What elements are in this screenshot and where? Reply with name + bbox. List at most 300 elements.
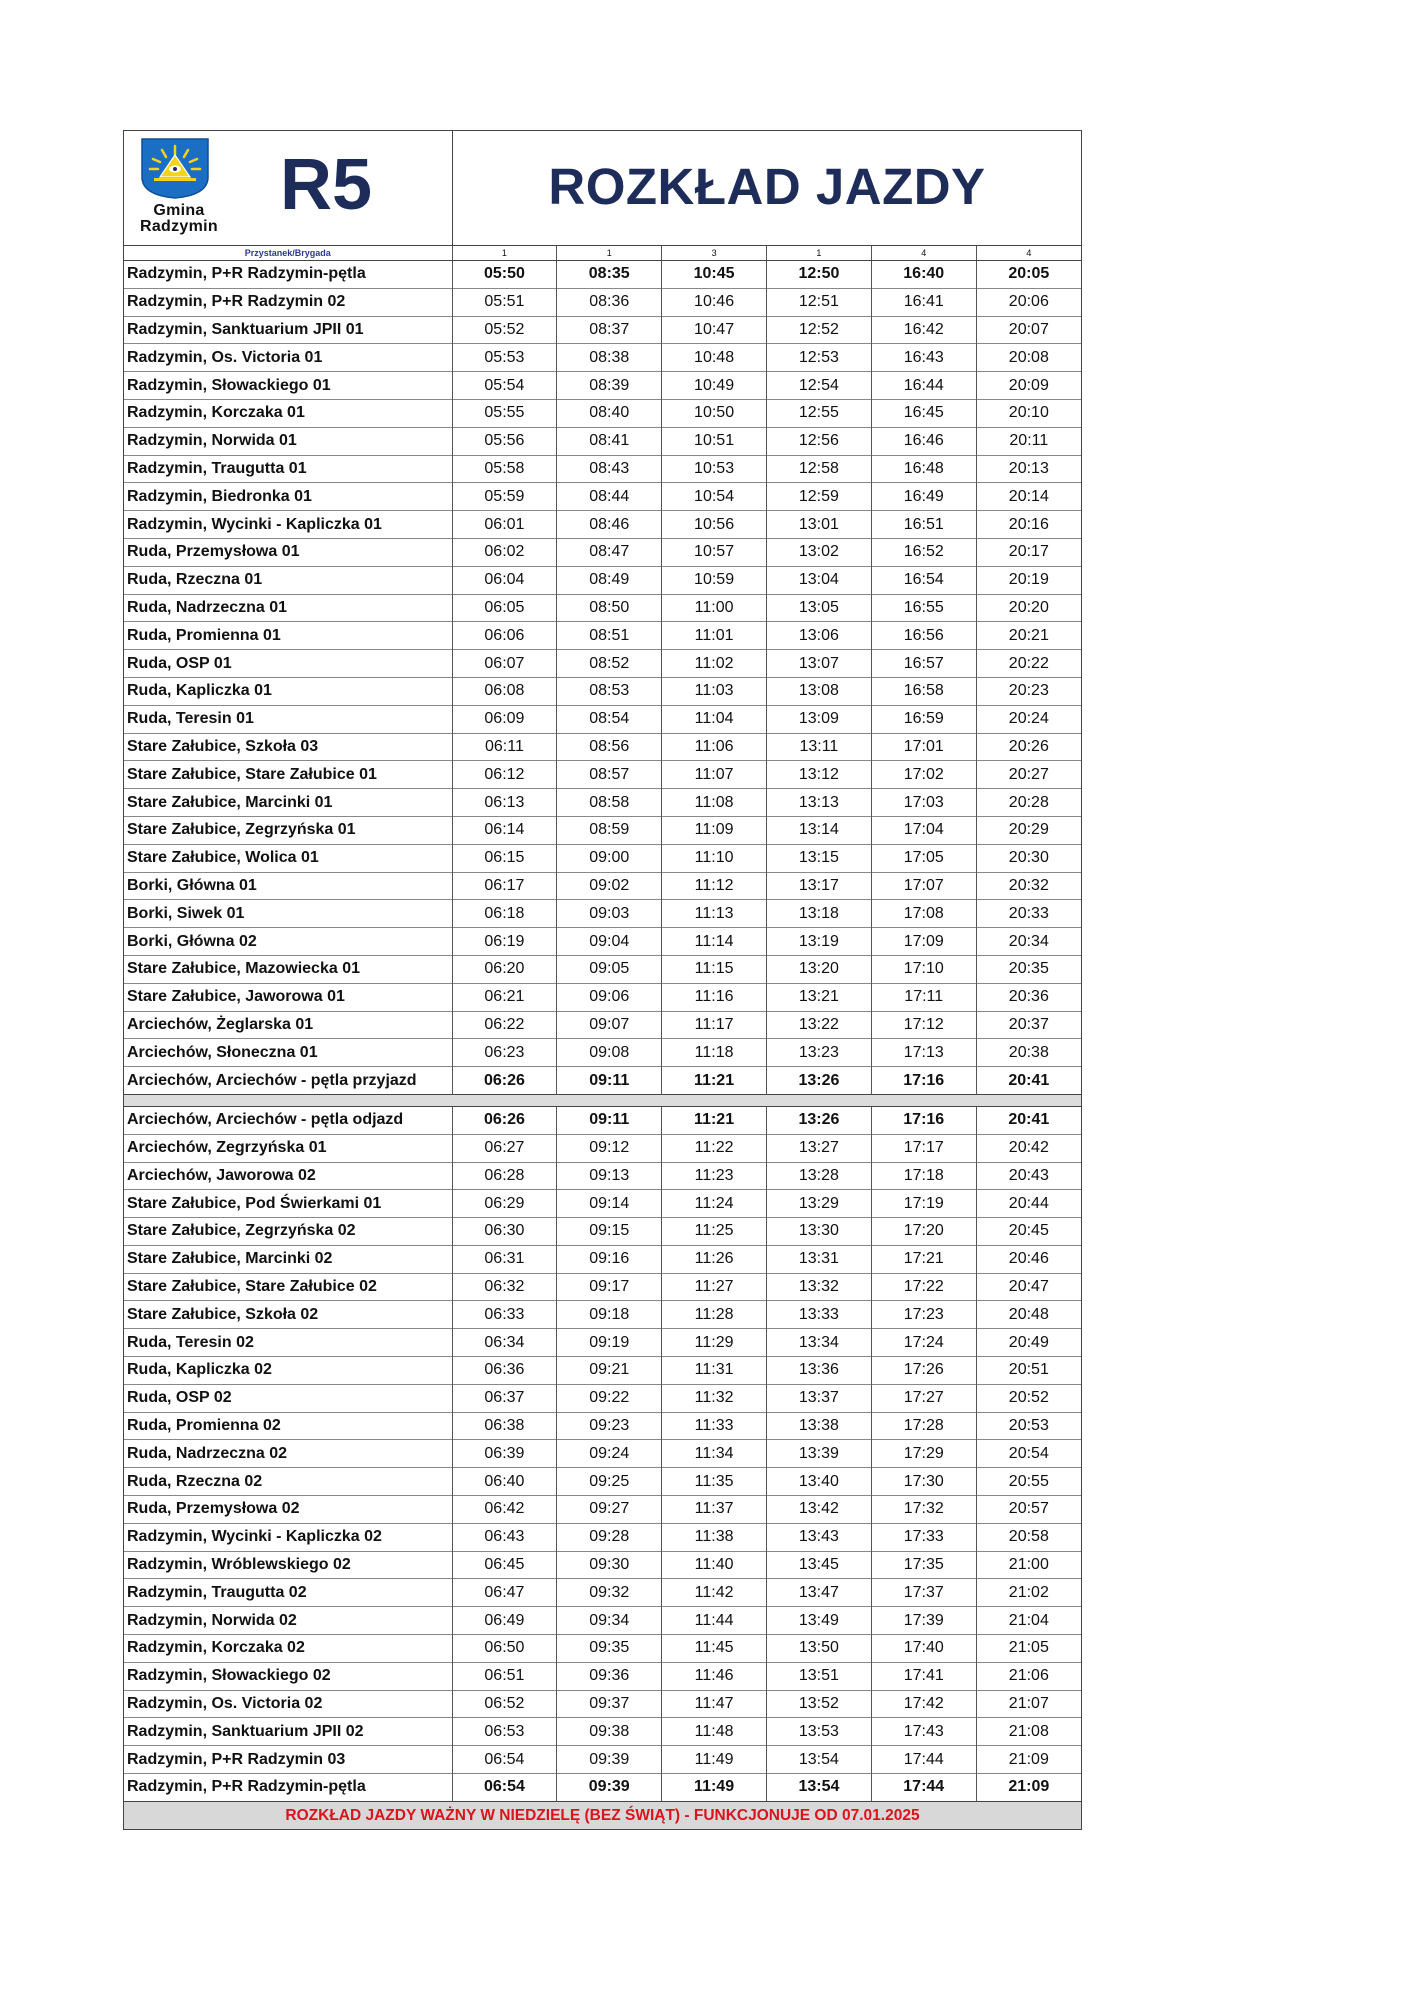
departure-time: 10:59	[662, 566, 767, 594]
stop-name: Radzymin, Korczaka 02	[124, 1635, 452, 1663]
stop-name: Stare Załubice, Marcinki 01	[124, 789, 452, 817]
timetable-sheet	[123, 130, 1082, 1830]
departure-time: 17:05	[871, 844, 976, 872]
departure-time: 16:55	[871, 594, 976, 622]
table-row	[124, 955, 1081, 983]
departure-time: 16:52	[871, 538, 976, 566]
table-row	[124, 1329, 1081, 1357]
table-row	[124, 1357, 1081, 1385]
brigade-label: Przystanek/Brygada	[124, 246, 452, 261]
departure-time: 13:54	[766, 1746, 871, 1774]
departure-time: 20:32	[976, 872, 1081, 900]
departure-time: 06:23	[452, 1039, 557, 1067]
departure-time: 10:54	[662, 483, 767, 511]
departure-time: 06:31	[452, 1245, 557, 1273]
departure-time: 20:48	[976, 1301, 1081, 1329]
departure-time: 08:46	[557, 511, 662, 539]
table-row	[124, 594, 1081, 622]
departure-time: 09:24	[557, 1440, 662, 1468]
departure-time: 20:16	[976, 511, 1081, 539]
departure-time: 06:04	[452, 566, 557, 594]
validity-note: ROZKŁAD JAZDY WAŻNY W NIEDZIELĘ (BEZ ŚWIĄT) - FUNKCJONUJE OD 07.01.2025	[124, 1801, 1081, 1829]
departure-time: 20:41	[976, 1067, 1081, 1095]
departure-time: 11:15	[662, 955, 767, 983]
departure-time: 05:54	[452, 372, 557, 400]
departure-time: 16:54	[871, 566, 976, 594]
table-row	[124, 1190, 1081, 1218]
table-row	[124, 511, 1081, 539]
departure-time: 06:17	[452, 872, 557, 900]
departure-time: 13:32	[766, 1273, 871, 1301]
departure-time: 13:37	[766, 1384, 871, 1412]
departure-time: 06:53	[452, 1718, 557, 1746]
departure-time: 11:33	[662, 1412, 767, 1440]
departure-time: 09:23	[557, 1412, 662, 1440]
departure-time: 20:27	[976, 761, 1081, 789]
departure-time: 08:53	[557, 677, 662, 705]
departure-time: 11:47	[662, 1690, 767, 1718]
departure-time: 11:23	[662, 1162, 767, 1190]
stop-name: Arciechów, Żeglarska 01	[124, 1011, 452, 1039]
table-row	[124, 928, 1081, 956]
stop-name: Ruda, Teresin 01	[124, 705, 452, 733]
table-row	[124, 1468, 1081, 1496]
departure-time: 08:57	[557, 761, 662, 789]
table-row	[124, 288, 1081, 316]
stop-name: Ruda, Nadrzeczna 01	[124, 594, 452, 622]
departure-time: 09:13	[557, 1162, 662, 1190]
departure-time: 17:43	[871, 1718, 976, 1746]
departure-time: 13:05	[766, 594, 871, 622]
brigade-cell: 1	[766, 246, 871, 261]
departure-time: 20:10	[976, 399, 1081, 427]
departure-time: 17:12	[871, 1011, 976, 1039]
departure-time: 20:36	[976, 983, 1081, 1011]
departure-time: 20:49	[976, 1329, 1081, 1357]
departure-time: 17:33	[871, 1523, 976, 1551]
departure-time: 16:49	[871, 483, 976, 511]
departure-time: 11:00	[662, 594, 767, 622]
table-row	[124, 1245, 1081, 1273]
departure-time: 06:15	[452, 844, 557, 872]
brigade-cell: 4	[871, 246, 976, 261]
departure-time: 08:52	[557, 650, 662, 678]
stop-name: Ruda, Teresin 02	[124, 1329, 452, 1357]
departure-time: 09:17	[557, 1273, 662, 1301]
departure-time: 12:56	[766, 427, 871, 455]
departure-time: 08:41	[557, 427, 662, 455]
stop-name: Radzymin, Traugutta 01	[124, 455, 452, 483]
stop-name: Radzymin, Os. Victoria 01	[124, 344, 452, 372]
departure-time: 11:21	[662, 1106, 767, 1134]
departure-time: 13:27	[766, 1134, 871, 1162]
logo-cell	[124, 131, 453, 245]
table-row	[124, 844, 1081, 872]
departure-time: 20:55	[976, 1468, 1081, 1496]
stop-name: Radzymin, Korczaka 01	[124, 399, 452, 427]
departure-time: 09:14	[557, 1190, 662, 1218]
departure-time: 17:30	[871, 1468, 976, 1496]
departure-time: 05:58	[452, 455, 557, 483]
stop-name: Stare Załubice, Szkoła 02	[124, 1301, 452, 1329]
departure-time: 17:18	[871, 1162, 976, 1190]
departure-time: 20:35	[976, 955, 1081, 983]
departure-time: 17:19	[871, 1190, 976, 1218]
departure-time: 06:02	[452, 538, 557, 566]
departure-time: 13:52	[766, 1690, 871, 1718]
departure-time: 06:28	[452, 1162, 557, 1190]
departure-time: 20:29	[976, 816, 1081, 844]
departure-time: 20:11	[976, 427, 1081, 455]
departure-time: 08:49	[557, 566, 662, 594]
table-row	[124, 1774, 1081, 1801]
departure-time: 09:15	[557, 1218, 662, 1246]
departure-time: 17:04	[871, 816, 976, 844]
departure-time: 21:08	[976, 1718, 1081, 1746]
title-cell	[453, 131, 1081, 245]
departure-time: 09:18	[557, 1301, 662, 1329]
stop-name: Stare Załubice, Zegrzyńska 01	[124, 816, 452, 844]
departure-time: 10:56	[662, 511, 767, 539]
timetable-body	[124, 246, 1081, 1801]
table-row	[124, 1412, 1081, 1440]
departure-time: 11:02	[662, 650, 767, 678]
departure-time: 09:22	[557, 1384, 662, 1412]
departure-time: 11:49	[662, 1774, 767, 1801]
departure-time: 13:14	[766, 816, 871, 844]
departure-time: 05:55	[452, 399, 557, 427]
departure-time: 10:45	[662, 261, 767, 289]
departure-time: 11:13	[662, 900, 767, 928]
stop-name: Ruda, Przemysłowa 02	[124, 1496, 452, 1524]
departure-time: 08:58	[557, 789, 662, 817]
departure-time: 13:26	[766, 1067, 871, 1095]
departure-time: 13:34	[766, 1329, 871, 1357]
stop-name: Ruda, OSP 02	[124, 1384, 452, 1412]
departure-time: 05:51	[452, 288, 557, 316]
stop-name: Radzymin, Norwida 02	[124, 1607, 452, 1635]
departure-time: 05:50	[452, 261, 557, 289]
stop-name: Stare Załubice, Wolica 01	[124, 844, 452, 872]
departure-time: 08:47	[557, 538, 662, 566]
stop-name: Radzymin, Traugutta 02	[124, 1579, 452, 1607]
departure-time: 06:09	[452, 705, 557, 733]
departure-time: 11:12	[662, 872, 767, 900]
departure-time: 09:11	[557, 1067, 662, 1095]
departure-time: 20:24	[976, 705, 1081, 733]
departure-time: 06:05	[452, 594, 557, 622]
departure-time: 17:39	[871, 1607, 976, 1635]
departure-time: 20:20	[976, 594, 1081, 622]
brigade-cell: 4	[976, 246, 1081, 261]
departure-time: 13:53	[766, 1718, 871, 1746]
departure-time: 06:47	[452, 1579, 557, 1607]
departure-time: 06:51	[452, 1662, 557, 1690]
departure-time: 09:27	[557, 1496, 662, 1524]
departure-time: 16:43	[871, 344, 976, 372]
departure-time: 09:21	[557, 1357, 662, 1385]
departure-time: 20:30	[976, 844, 1081, 872]
departure-time: 13:20	[766, 955, 871, 983]
departure-time: 20:22	[976, 650, 1081, 678]
table-row	[124, 1384, 1081, 1412]
departure-time: 13:22	[766, 1011, 871, 1039]
departure-time: 13:43	[766, 1523, 871, 1551]
departure-time: 11:16	[662, 983, 767, 1011]
stop-name: Radzymin, Norwida 01	[124, 427, 452, 455]
stop-name: Borki, Główna 01	[124, 872, 452, 900]
departure-time: 20:38	[976, 1039, 1081, 1067]
departure-time: 06:26	[452, 1067, 557, 1095]
stop-name: Radzymin, Biedronka 01	[124, 483, 452, 511]
departure-time: 13:30	[766, 1218, 871, 1246]
stop-name: Borki, Siwek 01	[124, 900, 452, 928]
departure-time: 11:49	[662, 1746, 767, 1774]
stop-name: Ruda, Przemysłowa 01	[124, 538, 452, 566]
departure-time: 17:32	[871, 1496, 976, 1524]
departure-time: 08:59	[557, 816, 662, 844]
departure-time: 06:29	[452, 1190, 557, 1218]
departure-time: 21:06	[976, 1662, 1081, 1690]
departure-time: 16:57	[871, 650, 976, 678]
table-row	[124, 1579, 1081, 1607]
departure-time: 11:22	[662, 1134, 767, 1162]
departure-time: 10:57	[662, 538, 767, 566]
departure-time: 13:06	[766, 622, 871, 650]
departure-time: 11:04	[662, 705, 767, 733]
departure-time: 12:54	[766, 372, 871, 400]
departure-time: 20:06	[976, 288, 1081, 316]
departure-time: 20:19	[976, 566, 1081, 594]
table-row	[124, 261, 1081, 289]
departure-time: 11:28	[662, 1301, 767, 1329]
departure-time: 17:28	[871, 1412, 976, 1440]
departure-time: 09:30	[557, 1551, 662, 1579]
stop-name: Stare Załubice, Marcinki 02	[124, 1245, 452, 1273]
departure-time: 16:45	[871, 399, 976, 427]
departure-time: 11:26	[662, 1245, 767, 1273]
stop-name: Stare Załubice, Jaworowa 01	[124, 983, 452, 1011]
departure-time: 13:09	[766, 705, 871, 733]
departure-time: 11:14	[662, 928, 767, 956]
departure-time: 09:32	[557, 1579, 662, 1607]
departure-time: 06:42	[452, 1496, 557, 1524]
departure-time: 06:27	[452, 1134, 557, 1162]
table-row	[124, 983, 1081, 1011]
table-row	[124, 455, 1081, 483]
departure-time: 11:37	[662, 1496, 767, 1524]
departure-time: 13:15	[766, 844, 871, 872]
logo-text-gmina: Gmina	[153, 202, 205, 219]
departure-time: 16:51	[871, 511, 976, 539]
departure-time: 20:37	[976, 1011, 1081, 1039]
departure-time: 08:35	[557, 261, 662, 289]
departure-time: 17:09	[871, 928, 976, 956]
departure-time: 21:02	[976, 1579, 1081, 1607]
departure-time: 20:45	[976, 1218, 1081, 1246]
departure-time: 06:43	[452, 1523, 557, 1551]
brigade-cell: 3	[662, 246, 767, 261]
stop-name: Stare Załubice, Mazowiecka 01	[124, 955, 452, 983]
departure-time: 17:17	[871, 1134, 976, 1162]
departure-time: 16:42	[871, 316, 976, 344]
departure-time: 06:50	[452, 1635, 557, 1663]
departure-time: 11:01	[662, 622, 767, 650]
departure-time: 08:54	[557, 705, 662, 733]
section-divider-cell	[124, 1094, 1081, 1106]
departure-time: 17:23	[871, 1301, 976, 1329]
stop-name: Ruda, Rzeczna 01	[124, 566, 452, 594]
departure-time: 06:34	[452, 1329, 557, 1357]
departure-time: 20:51	[976, 1357, 1081, 1385]
departure-time: 12:52	[766, 316, 871, 344]
table-row	[124, 1301, 1081, 1329]
departure-time: 20:17	[976, 538, 1081, 566]
departure-time: 20:53	[976, 1412, 1081, 1440]
stop-name: Arciechów, Jaworowa 02	[124, 1162, 452, 1190]
departure-time: 09:11	[557, 1106, 662, 1134]
departure-time: 17:41	[871, 1662, 976, 1690]
departure-time: 08:51	[557, 622, 662, 650]
departure-time: 16:59	[871, 705, 976, 733]
departure-time: 20:52	[976, 1384, 1081, 1412]
departure-time: 10:50	[662, 399, 767, 427]
departure-time: 11:45	[662, 1635, 767, 1663]
departure-time: 17:08	[871, 900, 976, 928]
departure-time: 11:18	[662, 1039, 767, 1067]
table-row	[124, 789, 1081, 817]
logo-text-radzymin: Radzymin	[140, 218, 218, 235]
departure-time: 09:25	[557, 1468, 662, 1496]
table-row	[124, 1039, 1081, 1067]
departure-time: 11:42	[662, 1579, 767, 1607]
table-row	[124, 872, 1081, 900]
departure-time: 09:00	[557, 844, 662, 872]
departure-time: 13:47	[766, 1579, 871, 1607]
departure-time: 17:16	[871, 1106, 976, 1134]
departure-time: 20:13	[976, 455, 1081, 483]
departure-time: 13:51	[766, 1662, 871, 1690]
departure-time: 17:22	[871, 1273, 976, 1301]
departure-time: 20:08	[976, 344, 1081, 372]
stop-name: Ruda, Kapliczka 01	[124, 677, 452, 705]
table-row	[124, 399, 1081, 427]
table-row	[124, 705, 1081, 733]
table-row	[124, 1134, 1081, 1162]
departure-time: 09:28	[557, 1523, 662, 1551]
departure-time: 08:37	[557, 316, 662, 344]
departure-time: 08:38	[557, 344, 662, 372]
table-row	[124, 1746, 1081, 1774]
departure-time: 11:40	[662, 1551, 767, 1579]
table-row	[124, 1551, 1081, 1579]
departure-time: 11:24	[662, 1190, 767, 1218]
table-row	[124, 816, 1081, 844]
departure-time: 09:03	[557, 900, 662, 928]
departure-time: 11:31	[662, 1357, 767, 1385]
departure-time: 13:36	[766, 1357, 871, 1385]
departure-time: 13:21	[766, 983, 871, 1011]
departure-time: 09:04	[557, 928, 662, 956]
departure-time: 12:55	[766, 399, 871, 427]
table-row	[124, 1440, 1081, 1468]
departure-time: 17:26	[871, 1357, 976, 1385]
departure-time: 10:48	[662, 344, 767, 372]
table-row	[124, 1523, 1081, 1551]
page-title: ROZKŁAD JAZDY	[548, 157, 986, 215]
departure-time: 16:48	[871, 455, 976, 483]
stop-name: Radzymin, Wycinki - Kapliczka 01	[124, 511, 452, 539]
table-row	[124, 372, 1081, 400]
departure-time: 09:02	[557, 872, 662, 900]
departure-time: 09:16	[557, 1245, 662, 1273]
departure-time: 17:44	[871, 1746, 976, 1774]
departure-time: 11:34	[662, 1440, 767, 1468]
departure-time: 11:09	[662, 816, 767, 844]
departure-time: 20:28	[976, 789, 1081, 817]
departure-time: 06:33	[452, 1301, 557, 1329]
departure-time: 20:23	[976, 677, 1081, 705]
table-row	[124, 1662, 1081, 1690]
departure-time: 08:40	[557, 399, 662, 427]
departure-time: 09:07	[557, 1011, 662, 1039]
departure-time: 11:21	[662, 1067, 767, 1095]
stop-name: Radzymin, P+R Radzymin 02	[124, 288, 452, 316]
departure-time: 21:05	[976, 1635, 1081, 1663]
departure-time: 16:58	[871, 677, 976, 705]
departure-time: 06:40	[452, 1468, 557, 1496]
departure-time: 06:45	[452, 1551, 557, 1579]
table-row	[124, 1607, 1081, 1635]
departure-time: 13:13	[766, 789, 871, 817]
departure-time: 11:03	[662, 677, 767, 705]
stop-name: Arciechów, Słoneczna 01	[124, 1039, 452, 1067]
departure-time: 06:08	[452, 677, 557, 705]
departure-time: 06:01	[452, 511, 557, 539]
timetable	[124, 246, 1081, 1801]
stop-name: Radzymin, P+R Radzymin-pętla	[124, 261, 452, 289]
departure-time: 06:13	[452, 789, 557, 817]
departure-time: 11:06	[662, 733, 767, 761]
table-row	[124, 1011, 1081, 1039]
departure-time: 13:54	[766, 1774, 871, 1801]
departure-time: 17:35	[871, 1551, 976, 1579]
stop-name: Arciechów, Arciechów - pętla odjazd	[124, 1106, 452, 1134]
departure-time: 08:36	[557, 288, 662, 316]
departure-time: 20:43	[976, 1162, 1081, 1190]
departure-time: 20:34	[976, 928, 1081, 956]
departure-time: 06:54	[452, 1774, 557, 1801]
departure-time: 10:47	[662, 316, 767, 344]
departure-time: 16:40	[871, 261, 976, 289]
departure-time: 17:20	[871, 1218, 976, 1246]
departure-time: 20:26	[976, 733, 1081, 761]
departure-time: 09:37	[557, 1690, 662, 1718]
departure-time: 13:01	[766, 511, 871, 539]
departure-time: 17:03	[871, 789, 976, 817]
departure-time: 06:32	[452, 1273, 557, 1301]
departure-time: 10:51	[662, 427, 767, 455]
departure-time: 20:46	[976, 1245, 1081, 1273]
stop-name: Radzymin, Słowackiego 01	[124, 372, 452, 400]
departure-time: 09:39	[557, 1774, 662, 1801]
departure-time: 13:33	[766, 1301, 871, 1329]
stop-name: Radzymin, Sanktuarium JPII 02	[124, 1718, 452, 1746]
departure-time: 13:23	[766, 1039, 871, 1067]
departure-time: 17:07	[871, 872, 976, 900]
departure-time: 06:30	[452, 1218, 557, 1246]
table-row	[124, 622, 1081, 650]
